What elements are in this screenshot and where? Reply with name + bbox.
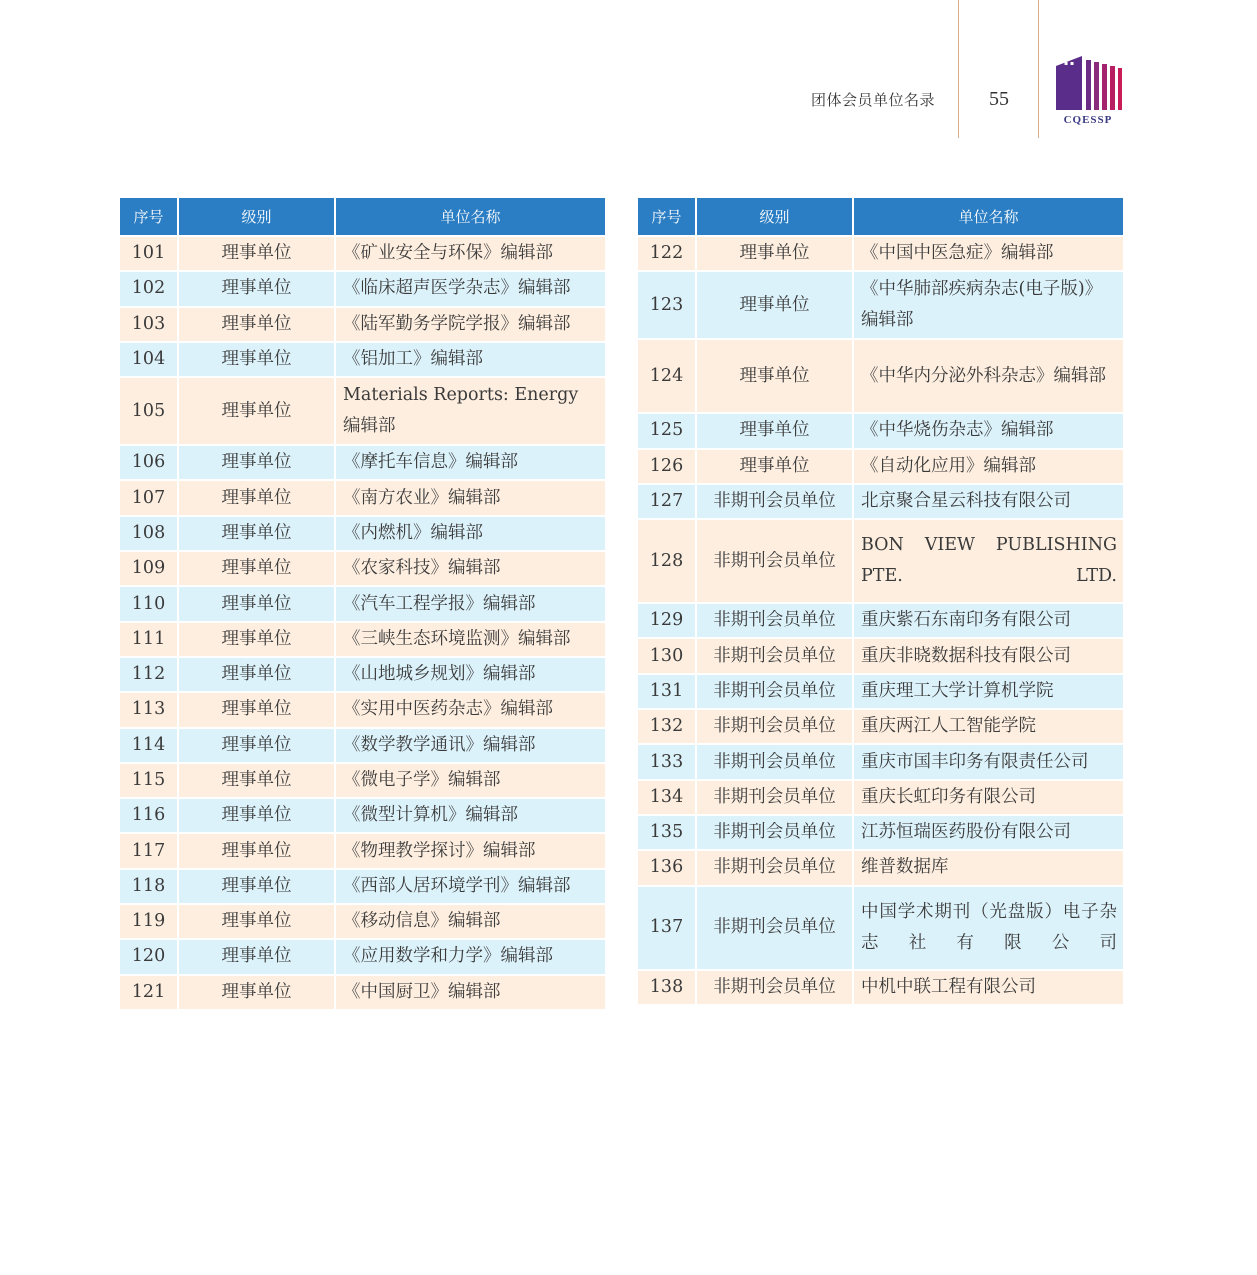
cell-unit-name: 《陆军勤务学院学报》编辑部 [335,307,606,342]
cell-level: 理事单位 [696,236,853,271]
table-row [637,339,1124,413]
table-row [119,236,606,271]
cell-level: 非期刊会员单位 [696,519,853,603]
cell-level: 理事单位 [178,833,335,868]
cell-index: 115 [119,763,178,798]
cell-index: 128 [637,519,696,603]
table-row [119,833,606,868]
column-header-name: 单位名称 [853,197,1124,236]
cell-unit-name: 《微电子学》编辑部 [335,763,606,798]
cell-unit-name: 中机中联工程有限公司 [853,970,1124,1005]
table-row [119,480,606,515]
cell-unit-name: 《中国中医急症》编辑部 [853,236,1124,271]
table-row [119,798,606,833]
table-row [119,622,606,657]
table-header-row [637,197,1124,236]
table-row [119,586,606,621]
table-row [119,307,606,342]
cell-index: 124 [637,339,696,413]
cell-unit-name: 《移动信息》编辑部 [335,904,606,939]
column-header-name: 单位名称 [335,197,606,236]
cell-index: 121 [119,975,178,1010]
table-row [637,886,1124,970]
cell-level: 理事单位 [178,377,335,445]
cell-index: 126 [637,449,696,484]
table-row [637,271,1124,339]
cell-unit-name: 重庆非晓数据科技有限公司 [853,638,1124,673]
cell-index: 130 [637,638,696,673]
cell-level: 理事单位 [178,622,335,657]
table-row [119,692,606,727]
table-row [637,638,1124,673]
cell-level: 非期刊会员单位 [696,886,853,970]
cell-unit-name: BON VIEW PUBLISHING PTE. LTD. [853,519,1124,603]
cell-unit-name: 《数学教学通讯》编辑部 [335,728,606,763]
cell-index: 122 [637,236,696,271]
cell-level: 理事单位 [178,516,335,551]
cell-index: 114 [119,728,178,763]
cell-unit-name: 《内燃机》编辑部 [335,516,606,551]
cell-unit-name: 中国学术期刊（光盘版）电子杂志社有限公司 [853,886,1124,970]
section-title: 团体会员单位名录 [811,91,936,109]
cell-index: 110 [119,586,178,621]
cell-level: 理事单位 [178,939,335,974]
building-logo-icon [1052,52,1124,114]
cell-level: 非期刊会员单位 [696,815,853,850]
cell-index: 135 [637,815,696,850]
table-row [119,939,606,974]
cell-level: 非期刊会员单位 [696,970,853,1005]
cell-unit-name: 《西部人居环境学刊》编辑部 [335,869,606,904]
cell-level: 理事单位 [178,728,335,763]
cell-index: 125 [637,413,696,448]
cell-level: 理事单位 [178,445,335,480]
cell-unit-name: 《应用数学和力学》编辑部 [335,939,606,974]
cell-unit-name: 《中国厨卫》编辑部 [335,975,606,1010]
cell-unit-name: 重庆两江人工智能学院 [853,709,1124,744]
cell-level: 非期刊会员单位 [696,780,853,815]
column-header-index: 序号 [637,197,696,236]
cell-index: 123 [637,271,696,339]
table-row [119,904,606,939]
cell-level: 理事单位 [178,763,335,798]
cell-unit-name: 重庆长虹印务有限公司 [853,780,1124,815]
cell-unit-name: 《铝加工》编辑部 [335,342,606,377]
cell-index: 106 [119,445,178,480]
cell-index: 120 [119,939,178,974]
cell-index: 101 [119,236,178,271]
cell-level: 非期刊会员单位 [696,484,853,519]
cell-level: 非期刊会员单位 [696,850,853,885]
cell-level: 理事单位 [178,236,335,271]
table-row [119,975,606,1010]
cell-unit-name: Materials Reports: Energy 编辑部 [335,377,606,445]
page-number: 55 [989,88,1009,110]
cell-index: 119 [119,904,178,939]
cell-index: 116 [119,798,178,833]
cell-unit-name: 《中华内分泌外科杂志》编辑部 [853,339,1124,413]
cell-index: 131 [637,674,696,709]
cell-level: 理事单位 [178,657,335,692]
cell-level: 理事单位 [178,975,335,1010]
member-table-right [636,196,1125,1006]
column-header-level: 级别 [178,197,335,236]
table-row [119,763,606,798]
cell-level: 理事单位 [696,271,853,339]
cell-level: 理事单位 [178,869,335,904]
cell-index: 133 [637,744,696,779]
cell-index: 117 [119,833,178,868]
table-row [119,869,606,904]
table-row [119,342,606,377]
header-divider-right [1038,0,1039,138]
cell-index: 137 [637,886,696,970]
member-table-left [118,196,607,1011]
cell-level: 理事单位 [696,449,853,484]
cell-level: 理事单位 [178,798,335,833]
cqessp-logo [1052,52,1124,126]
cell-index: 102 [119,271,178,306]
table-row [637,709,1124,744]
table-row [637,674,1124,709]
cell-unit-name: 《自动化应用》编辑部 [853,449,1124,484]
cell-unit-name: 《摩托车信息》编辑部 [335,445,606,480]
table-row [119,271,606,306]
cell-level: 非期刊会员单位 [696,603,853,638]
table-row [637,449,1124,484]
column-header-index: 序号 [119,197,178,236]
table-row [119,377,606,445]
cell-level: 理事单位 [696,413,853,448]
table-header-row [119,197,606,236]
cell-unit-name: 《矿业安全与环保》编辑部 [335,236,606,271]
cell-unit-name: 《微型计算机》编辑部 [335,798,606,833]
table-row [637,484,1124,519]
cell-index: 138 [637,970,696,1005]
table-row [637,850,1124,885]
table-row [637,780,1124,815]
cell-index: 134 [637,780,696,815]
cell-unit-name: 《汽车工程学报》编辑部 [335,586,606,621]
cell-index: 105 [119,377,178,445]
table-row [119,728,606,763]
cell-level: 理事单位 [178,342,335,377]
table-row [119,657,606,692]
cell-unit-name: 《南方农业》编辑部 [335,480,606,515]
cell-level: 理事单位 [178,904,335,939]
cell-index: 118 [119,869,178,904]
table-row [637,970,1124,1005]
cell-unit-name: 《山地城乡规划》编辑部 [335,657,606,692]
cell-unit-name: 维普数据库 [853,850,1124,885]
cell-index: 132 [637,709,696,744]
svg-text:▪ ▪: ▪ ▪ [1063,60,1075,67]
cell-index: 111 [119,622,178,657]
table-row [637,413,1124,448]
cell-level: 非期刊会员单位 [696,638,853,673]
cell-index: 127 [637,484,696,519]
cell-index: 103 [119,307,178,342]
cell-level: 理事单位 [178,551,335,586]
logo-text: CQESSP [1063,114,1113,126]
table-row [637,519,1124,603]
cell-index: 107 [119,480,178,515]
table-row [119,516,606,551]
cell-unit-name: 重庆市国丰印务有限责任公司 [853,744,1124,779]
cell-level: 理事单位 [696,339,853,413]
column-header-level: 级别 [696,197,853,236]
cell-level: 理事单位 [178,586,335,621]
cell-level: 非期刊会员单位 [696,744,853,779]
cell-level: 理事单位 [178,692,335,727]
cell-unit-name: 《物理教学探讨》编辑部 [335,833,606,868]
cell-index: 136 [637,850,696,885]
cell-level: 非期刊会员单位 [696,709,853,744]
table-row [637,815,1124,850]
header-divider-left [958,0,959,138]
cell-index: 129 [637,603,696,638]
cell-unit-name: 《实用中医药杂志》编辑部 [335,692,606,727]
cell-unit-name: 重庆理工大学计算机学院 [853,674,1124,709]
cell-unit-name: 江苏恒瑞医药股份有限公司 [853,815,1124,850]
table-row [637,744,1124,779]
table-row [637,236,1124,271]
cell-index: 112 [119,657,178,692]
cell-unit-name: 重庆紫石东南印务有限公司 [853,603,1124,638]
cell-index: 109 [119,551,178,586]
cell-unit-name: 《三峡生态环境监测》编辑部 [335,622,606,657]
table-row [637,603,1124,638]
cell-unit-name: 《农家科技》编辑部 [335,551,606,586]
table-row [119,445,606,480]
cell-unit-name: 北京聚合星云科技有限公司 [853,484,1124,519]
cell-index: 113 [119,692,178,727]
cell-unit-name: 《中华肺部疾病杂志(电子版)》编辑部 [853,271,1124,339]
table-row [119,551,606,586]
cell-level: 理事单位 [178,307,335,342]
cell-unit-name: 《临床超声医学杂志》编辑部 [335,271,606,306]
cell-index: 104 [119,342,178,377]
cell-level: 理事单位 [178,271,335,306]
cell-index: 108 [119,516,178,551]
cell-level: 理事单位 [178,480,335,515]
cell-unit-name: 《中华烧伤杂志》编辑部 [853,413,1124,448]
cell-level: 非期刊会员单位 [696,674,853,709]
